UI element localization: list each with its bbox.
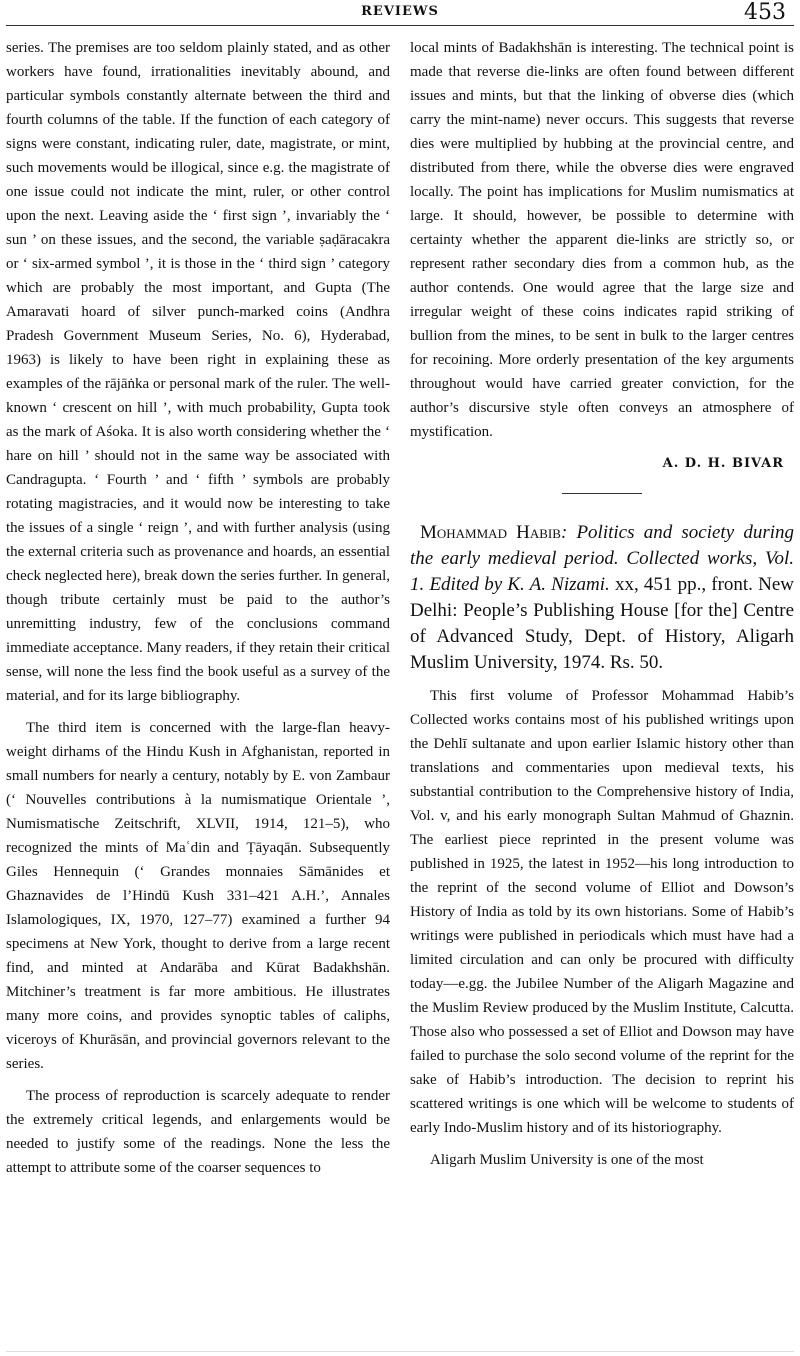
section-divider — [562, 493, 642, 494]
right-column — [410, 36, 794, 1172]
left-column — [6, 36, 390, 1180]
page-number: 453 — [744, 0, 786, 25]
running-head: REVIEWS — [361, 4, 439, 19]
right-paragraph-3: Aligarh Muslim University is one of the most — [430, 1152, 704, 1168]
header-rule — [6, 25, 794, 26]
book-author: Mohammad Habib — [420, 522, 561, 543]
book-title: : Politics and society during the early medieval period. Collected works, Vol. 1. Edited by K. A. Nizami. — [410, 522, 794, 595]
book-citation-heading — [410, 520, 794, 676]
bottom-rule — [6, 1351, 794, 1352]
left-paragraph-2: The third item is concerned with the large-flan heavy-weight dirhams of the Hindu Kush in Afghanistan, reported in small numbers for nearly a century, notably by E. von Zambaur (‘ Nouvelles contributions à la numismatique Orientale ’, Numismatische Zeitschrift, XLVII, 1914, 121–5), who recognized the mints of Maʿdin and Ṭāyaqān. Subsequently Giles Hennequin (‘ Grandes monnaies Sāmānides et Ghaznavides de l’Hindū Kush 331–421 A.H.’, Annales Islamologiques, IX, 1970, 127–77) examined a further 94 specimens at New York, thought to derive from a large recent find, and minted at Andarāba and Kūrat Badakhshān. Mitchiner’s treatment is far more ambitious. He illustrates many more coins, and provides synoptic tables of caliphs, viceroys of Khurāsān, and provincial governors relevant to the series. — [6, 720, 390, 1072]
page-header — [0, 0, 800, 28]
book-publication-details: xx, 451 pp., front. New Delhi: People’s Publishing House [for the] Centre of Advanced Study, Dept. of History, Aligarh Muslim University, 1974. Rs. 50. — [410, 574, 794, 673]
left-paragraph-1: series. The premises are too seldom plainly stated, and as other workers have found, irrationalities inevitably abound, and particular symbols constantly alternate between the third and fourth columns of the table. If the function of each category of signs were constant, indicating ruler, date, magistrate, or mint, such movements would be illogical, since e.g. the magistrate of one issue could not indicate the mint, ruler, or other control upon the next. Leaving aside the ‘ first sign ’, invariably the ‘ sun ’ on these issues, and the second, the variable ṣaḍāracakra or ‘ six-armed symbol ’, it is those in the ‘ third sign ’ category which are probably the most important, and Gupta (The Amaravati hoard of silver punch-marked coins (Andhra Pradesh Government Museum Series, No. 6), Hyderabad, 1963) is likely to have been right in explaining these as examples of the rājāṅka or personal mark of the ruler. The well-known ‘ crescent on hill ’, with much probability, Gupta took as the mark of Aśoka. It is also worth considering whether the ‘ hare on hill ’ should not in the same way be associated with Candragupta. ‘ Fourth ’ and ‘ fifth ’ symbols are probably rotating magistracies, and it would now be interesting to take the issues of a single ‘ reign ’, and with further analysis (using the external criteria such as provenance and hoards, an essential check neglected here), break down the series further. In general, though tribute certainly must be paid to the author’s unremitting industry, few of the conclusions command immediate acceptance. Many readers, if they retain their critical sense, will none the less find the book useful as a survey of the material, and for its large bibliography. — [6, 40, 390, 704]
left-paragraph-3: The process of reproduction is scarcely adequate to render the extremely critical legends, and enlargements would be needed to justify some of the readings. None the less the attempt to attribute some of the coarser sequences to — [6, 1088, 390, 1176]
right-paragraph-1: local mints of Badakhshān is interesting. The technical point is made that reverse die-links are often found between different issues and mints, but that the linking of obverse dies (which carry the mint-name) never occurs. This suggests that reverse dies were multiplied by hubbing at the provincial centre, and distributed from there, while the obverse dies were engraved locally. The point has implications for Muslim numismatics at large. It should, however, be possible to determine with certainty whether the apparent die-links are strictly so, or represent rather secondary dies from a common hub, as the author contends. One would agree that the large size and irregular weight of these coins indicates rapid striking of bullion from the mines, to be sent in bulk to the larger centres for recoining. More orderly presentation of the key arguments throughout would have carried greater conviction, for the author’s discursive style often conveys an atmosphere of mystification. — [410, 40, 794, 440]
right-paragraph-2: This first volume of Professor Mohammad Habib’s Collected works contains most of his published writings upon the Dehlī sultanate and upon earlier Islamic history other than translations and commentaries upon medieval texts, his substantial contribution to the Comprehensive history of India, Vol. v, and his early monograph Sultan Mahmud of Ghaznin. The earliest piece reprinted in the present volume was published in 1925, the latest in 1952—his long introduction to the reprint of the second volume of Elliot and Dowson’s History of India as told by its own historians. Some of Habib’s writings were published in periodicals which must have had a limited circulation and can only be procured with difficulty today—e.gg. the Jubilee Number of the Aligarh Magazine and the Muslim Review produced by the Muslim Institute, Calcutta. Those also who possessed a set of Elliot and Dowson may have failed to purchase the solo second volume of the reprint for the sake of Habib’s introduction. The decision to reprint his scattered writings is one which will be welcome to students of early Indo-Muslim history and of its historiography. — [410, 688, 794, 1136]
reviewer-signature: A. D. H. BIVAR — [662, 456, 784, 471]
